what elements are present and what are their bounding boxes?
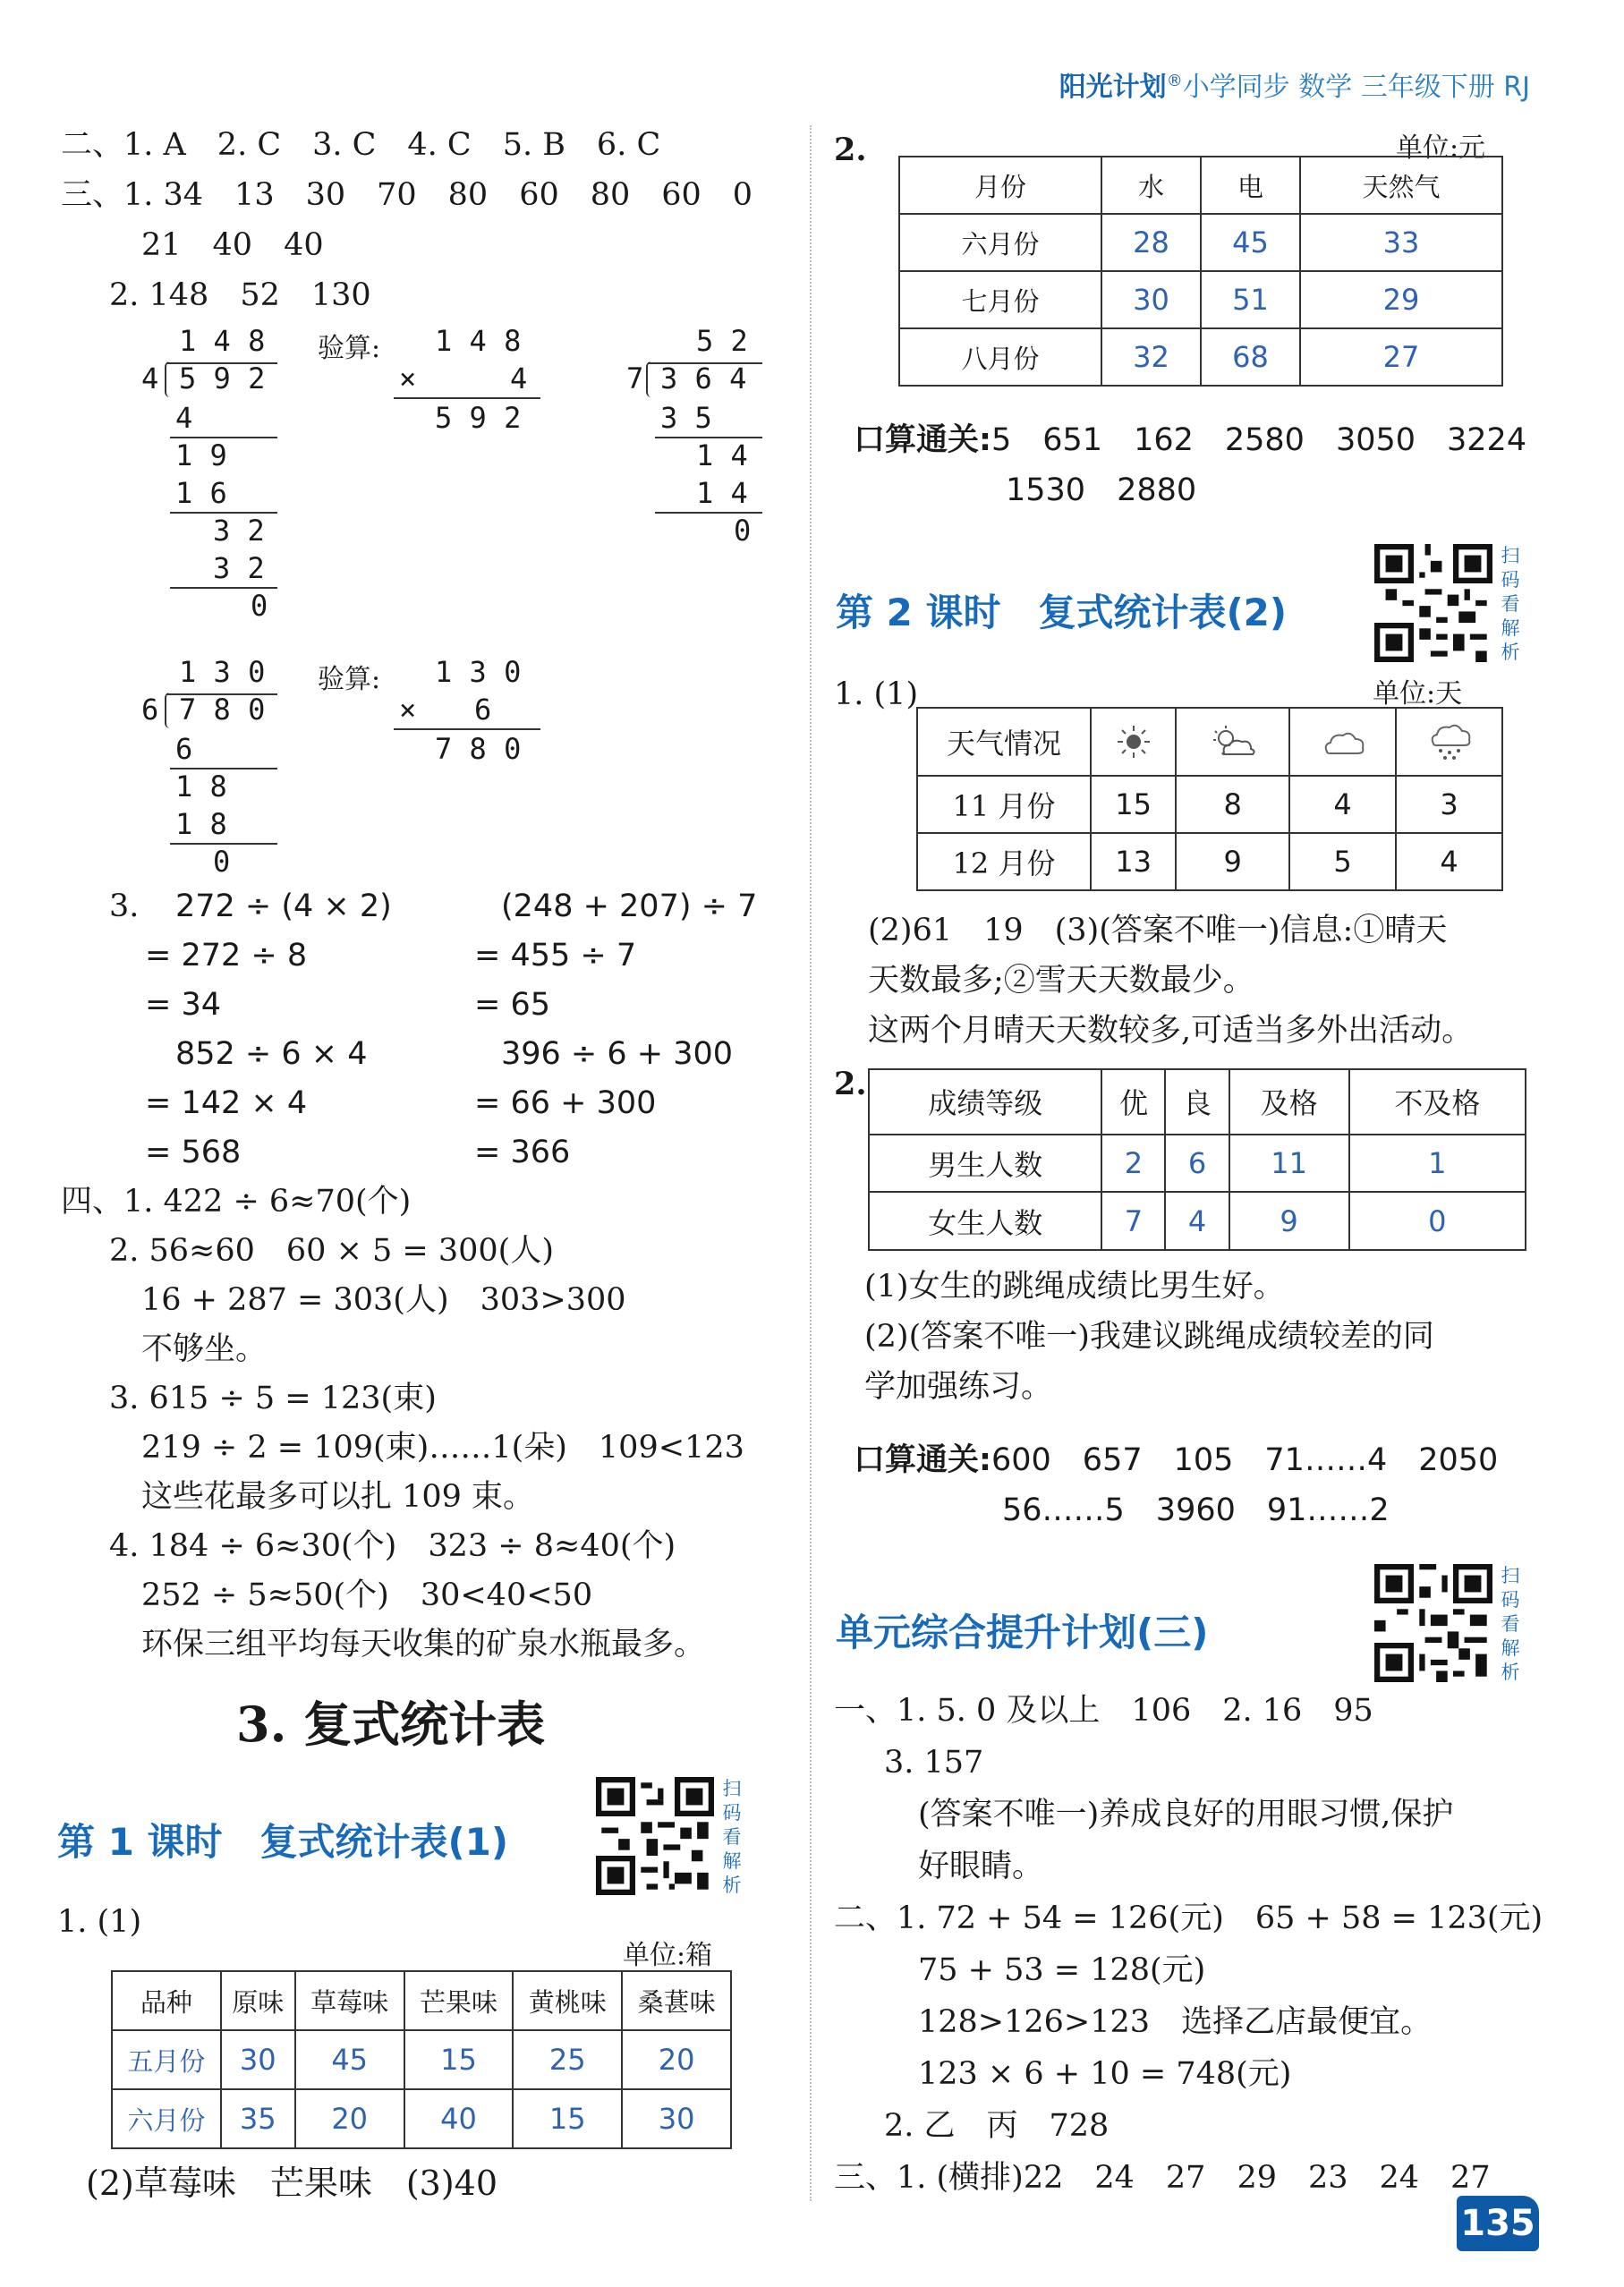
divisor: 4 [141, 361, 159, 395]
table-cell: 2 [1101, 1135, 1165, 1193]
table-cell: 51 [1201, 271, 1300, 328]
answer-line: 不够坐。 [141, 1331, 268, 1367]
table-row-label: 12 月份 [917, 833, 1091, 890]
question-label: 1. (1) [57, 1904, 142, 1940]
table-jump-rope [868, 1068, 1526, 1251]
table-header: 原味 [221, 1971, 295, 2030]
division-bracket [165, 361, 174, 397]
table-cell: 40 [404, 2089, 514, 2148]
table-cell: 28 [1101, 214, 1201, 271]
answer-line: 2. 148 52 130 [109, 277, 371, 313]
division-bracket [165, 693, 174, 728]
calc-line: = 272 ÷ 8 [145, 938, 308, 973]
calc-line: = 366 [474, 1135, 571, 1170]
table-cell: 33 [1300, 214, 1502, 271]
table-cell: 20 [295, 2089, 404, 2148]
table-header: 月份 [899, 157, 1101, 214]
table-cell: 25 [513, 2030, 622, 2089]
calc-line: = 66 + 300 [474, 1085, 657, 1121]
calc-line: 272 ÷ (4 × 2) [175, 888, 392, 924]
answer-line: 二、1. A 2. C 3. C 4. C 5. B 6. C [61, 127, 661, 163]
step: 1 4 [696, 476, 748, 510]
answer-line: 四、1. 422 ÷ 6≈70(个) [61, 1184, 412, 1220]
table-cell: 4 [1289, 776, 1396, 833]
table-header: 及格 [1229, 1069, 1349, 1135]
qr-code[interactable] [1374, 1564, 1492, 1682]
oral-calc-answers: 1530 2880 [1006, 472, 1197, 508]
table-cell: 27 [1300, 328, 1502, 386]
question-label: 3. [109, 888, 140, 924]
table-cell: 9 [1229, 1192, 1349, 1250]
table-utilities [898, 156, 1503, 387]
answer-line: 二、1. 72 + 54 = 126(元) 65 + 58 = 123(元) [834, 1900, 1543, 1936]
answer-line: 128>126>123 选择乙店最便宜。 [918, 2004, 1433, 2040]
step: 1 6 [175, 476, 227, 510]
division-bracket [646, 361, 655, 397]
table-cell: 6 [1165, 1135, 1229, 1193]
qr-code[interactable] [596, 1777, 714, 1895]
table-header: 水 [1101, 157, 1201, 214]
table-cell: 15 [513, 2089, 622, 2148]
answer-line: 252 ÷ 5≈50(个) 30<40<50 [141, 1577, 593, 1613]
table-header: 天然气 [1300, 157, 1502, 214]
question-label: 2. [834, 1066, 867, 1102]
table-cell: 8 [1176, 776, 1289, 833]
table-cell: 11 [1229, 1135, 1349, 1193]
step: 3 5 [660, 401, 712, 435]
table-row-label: 男生人数 [869, 1135, 1101, 1193]
answer-line: 3. 615 ÷ 5 = 123(束) [109, 1381, 437, 1416]
table-row-label: 五月份 [112, 2030, 221, 2089]
table-cell: 45 [295, 2030, 404, 2089]
chapter-title: 3. 复式统计表 [236, 1696, 546, 1753]
table-cell: 0 [1349, 1192, 1526, 1250]
table-row-label: 六月份 [112, 2089, 221, 2148]
multiplier: 4 [510, 361, 528, 395]
answer-line: 4. 184 ÷ 6≈30(个) 323 ÷ 8≈40(个) [109, 1528, 676, 1564]
book-info: 小学同步 数学 三年级下册 RJ [1182, 72, 1530, 103]
step: 1 8 [175, 769, 227, 803]
answer-line: 2. 56≈60 60 × 5 = 300(人) [109, 1233, 554, 1269]
answer-line: (2)草莓味 芒果味 (3)40 [86, 2164, 498, 2203]
answer-line: 一、1. 5. 0 及以上 106 2. 16 95 [834, 1693, 1373, 1729]
table-cell: 1 [1349, 1135, 1526, 1193]
step: 0 [734, 514, 752, 548]
product: 7 8 0 [435, 732, 522, 766]
column-divider [810, 125, 812, 2201]
weather-header-cell [1091, 708, 1176, 776]
multiplicand: 1 4 8 [435, 324, 522, 358]
table-cell: 4 [1165, 1192, 1229, 1250]
unit-label: 单位:箱 [623, 1940, 713, 1971]
weather-header-cell [1176, 708, 1289, 776]
answer-line: 三、1. (横排)22 24 27 29 23 24 27 [834, 2160, 1491, 2196]
table-header: 桑葚味 [622, 1971, 731, 2030]
calc-line: 396 ÷ 6 + 300 [501, 1036, 734, 1072]
table-cell: 30 [221, 2030, 295, 2089]
answer-line: 21 40 40 [141, 227, 324, 263]
product-rule [394, 728, 540, 730]
step: 6 [175, 732, 193, 766]
lesson-1-title: 第 1 课时 复式统计表(1) [57, 1820, 509, 1864]
table-cell: 15 [404, 2030, 514, 2089]
check-label: 验算: [318, 664, 381, 695]
step: 1 9 [175, 438, 227, 472]
registered-mark: ® [1166, 72, 1183, 90]
step: 0 [213, 845, 231, 879]
oral-calc-label: 口算通关: [854, 1442, 991, 1478]
step: 1 4 [696, 438, 748, 472]
lesson-2-title: 第 2 课时 复式统计表(2) [836, 591, 1288, 634]
quotient: 5 2 [696, 324, 748, 358]
table-row-label: 六月份 [899, 214, 1101, 271]
division-bar [166, 362, 277, 364]
divisor: 6 [141, 693, 159, 727]
table-cell: 29 [1300, 271, 1502, 328]
answer-line: 这些花最多可以扎 109 束。 [141, 1479, 535, 1515]
table-header: 黄桃味 [513, 1971, 622, 2030]
step: 3 2 [213, 514, 265, 548]
table-cell: 32 [1101, 328, 1201, 386]
weather-header-cell [1289, 708, 1396, 776]
divisor: 7 [626, 361, 644, 395]
table-cell: 9 [1176, 833, 1289, 890]
calc-line: (248 + 207) ÷ 7 [501, 888, 758, 924]
sunny-icon [1114, 722, 1153, 761]
answer-line: (2)61 19 (3)(答案不唯一)信息:①晴天 [868, 913, 1448, 948]
brand-name: 阳光计划 [1059, 72, 1167, 103]
quotient: 1 4 8 [179, 324, 266, 358]
answer-line: 这两个月晴天天数较多,可适当多外出活动。 [868, 1013, 1474, 1049]
table-cell: 30 [1101, 271, 1201, 328]
table-row-label: 七月份 [899, 271, 1101, 328]
table-cell: 68 [1201, 328, 1300, 386]
answer-line: (2)(答案不唯一)我建议跳绳成绩较差的同 [864, 1319, 1434, 1355]
multiplier: 6 [474, 693, 492, 727]
check-label: 验算: [318, 333, 381, 364]
partly-cloudy-icon [1206, 722, 1260, 761]
table-row-label: 11 月份 [917, 776, 1091, 833]
unit-label: 单位:元 [1396, 132, 1486, 164]
table-flavors [111, 1970, 732, 2149]
times-sign: × [399, 361, 417, 395]
table-row-label: 八月份 [899, 328, 1101, 386]
oral-calc-answers: 600 657 105 71……4 2050 [991, 1442, 1499, 1478]
times-sign: × [399, 693, 417, 727]
table-header: 成绩等级 [869, 1069, 1101, 1135]
step: 0 [251, 589, 268, 623]
oral-calc-label: 口算通关: [854, 422, 991, 458]
dividend: 5 9 2 [179, 361, 266, 395]
answer-line: 219 ÷ 2 = 109(束)……1(朵) 109<123 [141, 1430, 744, 1466]
step: 3 2 [213, 551, 265, 585]
table-row-label: 女生人数 [869, 1192, 1101, 1250]
page-header [1059, 64, 1530, 104]
table-header: 天气情况 [917, 708, 1091, 776]
calc-line: = 34 [145, 987, 221, 1023]
step: 1 8 [175, 807, 227, 841]
unit-review-title: 单元综合提升计划(三) [836, 1611, 1209, 1654]
table-cell: 15 [1091, 776, 1176, 833]
table-weather [916, 707, 1503, 891]
oral-calc-line [854, 415, 1526, 465]
answer-line: (1)女生的跳绳成绩比男生好。 [864, 1269, 1285, 1305]
answer-line: 16 + 287 = 303(人) 303>300 [141, 1282, 626, 1318]
page-number: 135 [1457, 2196, 1539, 2251]
dividend: 7 8 0 [179, 693, 266, 727]
table-header: 电 [1201, 157, 1300, 214]
table-cell: 35 [221, 2089, 295, 2148]
calc-line: = 142 × 4 [145, 1085, 308, 1121]
oral-calc-line [854, 1435, 1498, 1485]
answer-line: 学加强练习。 [864, 1369, 1053, 1405]
snow-icon [1424, 722, 1475, 761]
table-cell: 7 [1101, 1192, 1165, 1250]
table-header: 不及格 [1349, 1069, 1526, 1135]
quotient: 1 3 0 [179, 655, 266, 689]
qr-caption: 扫码看解析 [1501, 545, 1520, 663]
table-cell: 4 [1396, 833, 1502, 890]
qr-code[interactable] [1374, 544, 1492, 662]
table-header: 品种 [112, 1971, 221, 2030]
product: 5 9 2 [435, 401, 522, 435]
qr-caption: 扫码看解析 [722, 1778, 742, 1896]
step: 4 [175, 401, 193, 435]
weather-header-cell [1396, 708, 1502, 776]
table-cell: 3 [1396, 776, 1502, 833]
table-header: 草莓味 [295, 1971, 404, 2030]
calc-line: = 568 [145, 1135, 242, 1170]
cloudy-icon [1318, 725, 1368, 761]
question-label: 1. (1) [834, 676, 919, 712]
oral-calc-answers: 5 651 162 2580 3050 3224 [991, 422, 1527, 458]
product-rule [394, 397, 540, 399]
calc-line: = 65 [474, 987, 550, 1023]
answer-line: (答案不唯一)养成良好的用眼习惯,保护 [918, 1797, 1454, 1832]
table-header: 优 [1101, 1069, 1165, 1135]
table-cell: 5 [1289, 833, 1396, 890]
multiplicand: 1 3 0 [435, 655, 522, 689]
calc-line: = 455 ÷ 7 [474, 938, 637, 973]
unit-label: 单位:天 [1373, 678, 1463, 710]
table-cell: 45 [1201, 214, 1300, 271]
table-cell: 20 [622, 2030, 731, 2089]
division-bar [166, 693, 277, 695]
answer-line: 3. 157 [884, 1745, 984, 1781]
answer-line: 123 × 6 + 10 = 748(元) [918, 2056, 1292, 2092]
dividend: 3 6 4 [660, 361, 747, 395]
table-header: 芒果味 [404, 1971, 514, 2030]
question-label: 2. [834, 132, 867, 168]
oral-calc-answers: 56……5 3960 91……2 [1002, 1492, 1390, 1528]
table-cell: 30 [622, 2089, 731, 2148]
answer-line: 环保三组平均每天收集的矿泉水瓶最多。 [141, 1627, 706, 1662]
answer-line: 75 + 53 = 128(元) [918, 1952, 1206, 1988]
answer-line: 2. 乙 丙 728 [884, 2108, 1110, 2144]
division-bar [648, 362, 762, 364]
answer-line: 三、1. 34 13 30 70 80 60 80 60 0 [61, 177, 753, 213]
qr-caption: 扫码看解析 [1501, 1565, 1520, 1683]
calc-line: 852 ÷ 6 × 4 [175, 1036, 368, 1072]
answer-line: 天数最多;②雪天天数最少。 [868, 963, 1254, 999]
answer-line: 好眼睛。 [918, 1849, 1044, 1884]
table-header: 良 [1165, 1069, 1229, 1135]
table-cell: 13 [1091, 833, 1176, 890]
